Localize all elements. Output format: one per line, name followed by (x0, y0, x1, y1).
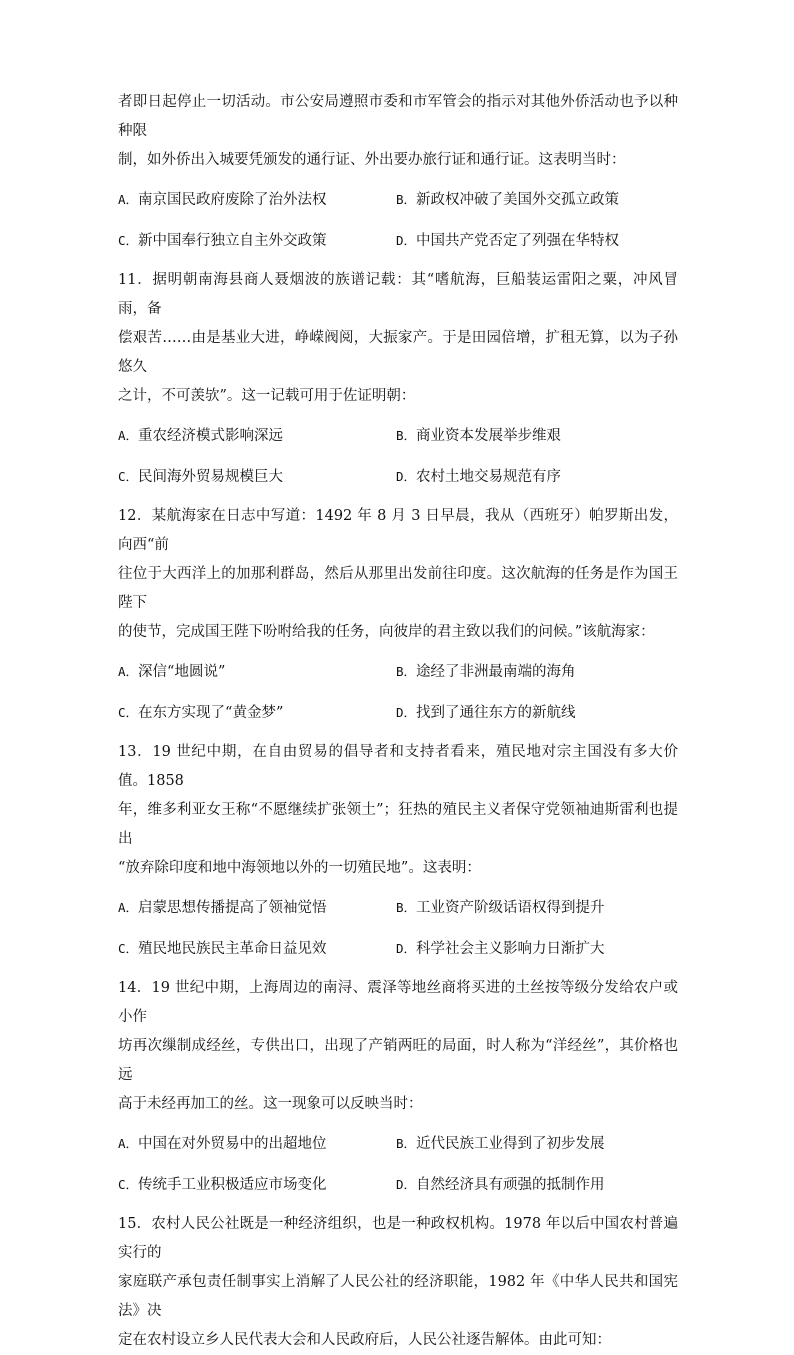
option-letter: C． (118, 941, 139, 956)
option-text: 工业资产阶级话语权得到提升 (416, 900, 605, 916)
option-c[interactable] (118, 1170, 396, 1200)
stem-line: 家庭联产承包责任制事实上消解了人民公社的经济职能，1982 年《中华人民共和国宪法》决 (118, 1274, 678, 1319)
option-text: 中国共产党否定了列强在华特权 (416, 233, 620, 249)
option-letter: D． (396, 233, 417, 248)
option-letter: D． (396, 941, 417, 956)
option-grid (118, 893, 678, 964)
option-letter: C． (118, 233, 139, 248)
exam-page (118, 88, 678, 1355)
option-letter: B． (396, 1136, 417, 1151)
option-text: 商业资本发展举步维艰 (416, 428, 562, 444)
option-text: 传统手工业积极适应市场变化 (138, 1177, 327, 1193)
option-a[interactable] (118, 421, 396, 451)
option-b[interactable] (396, 657, 678, 687)
question-13 (118, 738, 678, 964)
option-letter: B． (396, 192, 417, 207)
stem-line: 制，如外侨出入城要凭颁发的通行证、外出要办旅行证和通行证。这表明当时： (118, 152, 626, 168)
option-text: 近代民族工业得到了初步发展 (416, 1136, 605, 1152)
option-a[interactable] (118, 657, 396, 687)
question-14 (118, 974, 678, 1200)
option-text: 在东方实现了“黄金梦” (138, 705, 284, 721)
stem-line: 14．19 世纪中期，上海周边的南浔、震泽等地丝商将买进的土丝按等级分发给农户或小作 (118, 980, 678, 1025)
question-15 (118, 1210, 678, 1355)
option-d[interactable] (396, 226, 678, 256)
option-text: 科学社会主义影响力日渐扩大 (416, 941, 605, 957)
option-d[interactable] (396, 1170, 678, 1200)
option-b[interactable] (396, 421, 678, 451)
option-b[interactable] (396, 185, 678, 215)
stem-line: 者即日起停止一切活动。市公安局遵照市委和市军管会的指示对其他外侨活动也予以种种限 (118, 94, 678, 139)
option-text: 南京国民政府废除了治外法权 (138, 192, 327, 208)
option-text: 农村土地交易规范有序 (416, 469, 562, 485)
option-letter: A． (118, 1136, 139, 1151)
option-text: 中国在对外贸易中的出超地位 (138, 1136, 327, 1152)
option-d[interactable] (396, 934, 678, 964)
stem-line: 15．农村人民公社既是一种经济组织，也是一种政权机构。1978 年以后中国农村普遍实行的 (118, 1216, 678, 1261)
stem-line: 高于未经再加工的丝。这一现象可以反映当时： (118, 1096, 423, 1112)
option-text: 找到了通往东方的新航线 (416, 705, 576, 721)
option-text: 启蒙思想传播提高了领袖觉悟 (138, 900, 327, 916)
stem-line: 之计，不可羡欤”。这一记载可用于佐证明朝： (118, 388, 416, 404)
option-grid (118, 657, 678, 728)
option-d[interactable] (396, 698, 678, 728)
question-12 (118, 502, 678, 728)
option-a[interactable] (118, 893, 396, 923)
stem-line: 往位于大西洋上的加那利群岛，然后从那里出发前往印度。这次航海的任务是作为国王陛下 (118, 566, 678, 611)
option-grid (118, 1129, 678, 1200)
option-letter: A． (118, 192, 139, 207)
option-letter: A． (118, 900, 139, 915)
option-letter: A． (118, 428, 139, 443)
option-c[interactable] (118, 462, 396, 492)
option-letter: B． (396, 428, 417, 443)
option-grid (118, 185, 678, 256)
stem-line: 13．19 世纪中期，在自由贸易的倡导者和支持者看来，殖民地对宗主国没有多大价值。1858 (118, 744, 678, 789)
option-c[interactable] (118, 698, 396, 728)
option-text: 深信“地圆说” (138, 664, 226, 680)
option-c[interactable] (118, 226, 396, 256)
option-letter: D． (396, 469, 417, 484)
option-letter: D． (396, 705, 417, 720)
option-letter: C． (118, 1177, 139, 1192)
stem-line: 12．某航海家在日志中写道：1492 年 8 月 3 日早晨，我从（西班牙）帕罗斯出发，向西“前 (118, 508, 678, 553)
option-text: 途经了非洲最南端的海角 (416, 664, 576, 680)
question-10-continuation (118, 88, 678, 256)
option-text: 重农经济模式影响深远 (138, 428, 284, 444)
option-letter: B． (396, 900, 417, 915)
option-text: 殖民地民族民主革命日益见效 (138, 941, 327, 957)
option-text: 民间海外贸易规模巨大 (138, 469, 284, 485)
stem-line: 年，维多利亚女王称“不愿继续扩张领土”；狂热的殖民主义者保守党领袖迪斯雷利也提出 (118, 802, 678, 847)
option-letter: B． (396, 664, 417, 679)
option-letter: C． (118, 469, 139, 484)
stem-line: 坊再次缫制成经丝，专供出口，出现了产销两旺的局面，时人称为“洋经丝”，其价格也远 (118, 1038, 678, 1083)
option-c[interactable] (118, 934, 396, 964)
stem-line: 11．据明朝南海县商人聂烟波的族谱记载：其“嗜航海，巨船装运雷阳之粟，冲风冒雨，备 (118, 272, 678, 317)
option-b[interactable] (396, 1129, 678, 1159)
question-11 (118, 266, 678, 492)
option-text: 自然经济具有顽强的抵制作用 (416, 1177, 605, 1193)
stem-line: 定在农村设立乡人民代表大会和人民政府后，人民公社逐告解体。由此可知： (118, 1332, 611, 1348)
stem-line: 的使节，完成国王陛下吩咐给我的任务，向彼岸的君主致以我们的问候。”该航海家： (118, 624, 655, 640)
option-a[interactable] (118, 185, 396, 215)
option-grid (118, 421, 678, 492)
option-letter: A． (118, 664, 139, 679)
stem-line: 偿艰苦……由是基业大进，峥嵘阀阅，大振家产。于是田园倍增，扩租无算，以为子孙悠久 (118, 330, 678, 375)
option-letter: D． (396, 1177, 417, 1192)
stem-line: “放弃除印度和地中海领地以外的一切殖民地”。这表明： (118, 860, 481, 876)
option-a[interactable] (118, 1129, 396, 1159)
option-text: 新中国奉行独立自主外交政策 (138, 233, 327, 249)
option-text: 新政权冲破了美国外交孤立政策 (416, 192, 620, 208)
option-letter: C． (118, 705, 139, 720)
option-d[interactable] (396, 462, 678, 492)
option-b[interactable] (396, 893, 678, 923)
